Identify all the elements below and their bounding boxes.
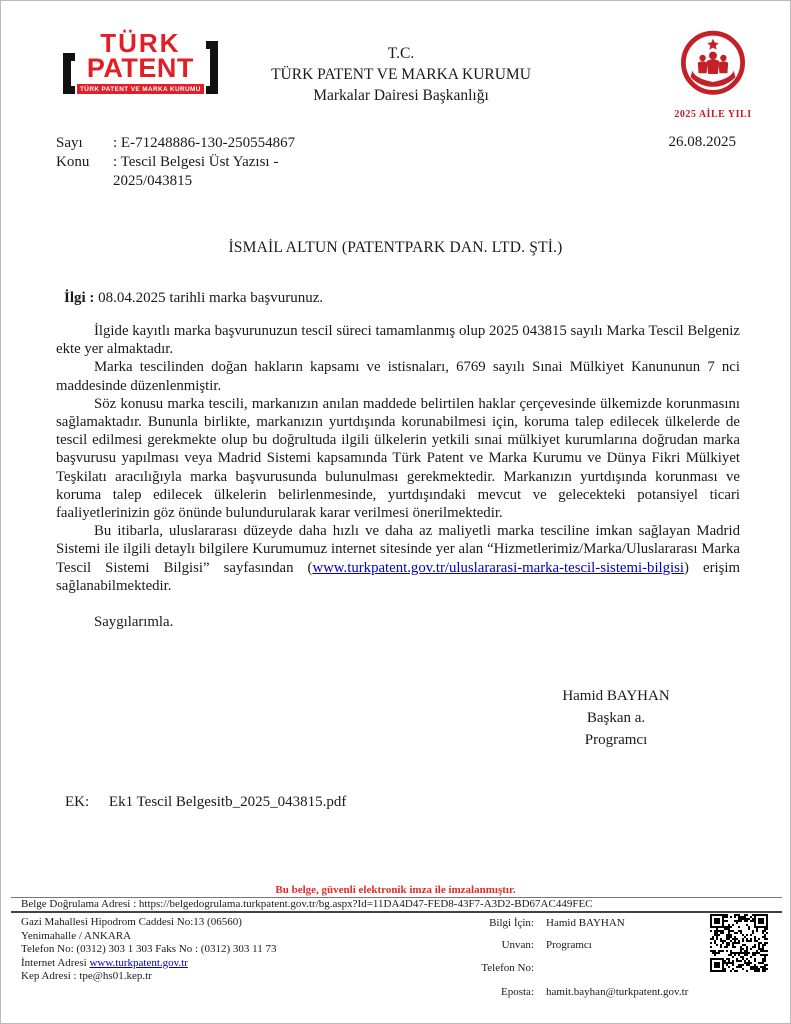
telefon-label: Telefon No:: [481, 962, 534, 974]
reference-text: 08.04.2025 tarihli marka başvurunuz.: [94, 290, 324, 306]
info-value: Hamid BAYHAN: [546, 917, 625, 929]
sayi-row: [56, 134, 295, 153]
turkpatent-website-link[interactable]: www.turkpatent.gov.tr: [89, 956, 188, 969]
logo-text: [75, 28, 206, 94]
unvan-value: Programcı: [546, 939, 592, 951]
paragraph-3: Söz konusu marka tescili, markanızın anılan maddede belirtilen haklar çerçevesinde ülkemizde korunmasını sağlamaktadır. Bununla birlikte, markanızın yurtdışında korunabilmesi için, koruma talep edilecek ülkelerde de tescil edilmesi gerekmekte olup bu doğrultuda ilgili ülkelerin yetkili sınai mülkiyet kurumlarına doğrudan marka başvurusu yapılması veya Madrid Sistemi kapsamında Türk Patent ve Marka Kurumu ve Dünya Fikri Mülkiyet Teşkilatı aracılığıyla marka başvurusunda bulunulması gerekmektedir. Markanızın yurtdışında korunması ve koruma talep edilecek ülkelerin belirlenmesinde, yurtdışındaki mevcut ve gelecekteki potansiyel ticari faaliyetlerinizin göz önünde bulundurularak karar verilmesi önerilmektedir.: [56, 395, 740, 522]
letter-body: [56, 322, 740, 631]
recipient-line: İSMAİL ALTUN (PATENTPARK DAN. LTD. ŞTİ.): [228, 239, 563, 256]
info-label: Bilgi İçin:: [489, 917, 534, 929]
paragraph-2: Marka tescilinden doğan hakların kapsamı ve istisnaları, 6769 sayılı Sınai Mülkiyet Kanununun 7 nci maddesinde düzenlenmiştir.: [56, 359, 740, 394]
reference-line: [64, 290, 323, 307]
footer-address-2: Yenimahalle / ANKARA: [21, 929, 132, 942]
logo-banner: TÜRK PATENT VE MARKA KURUMU: [77, 84, 204, 94]
madrid-system-link[interactable]: www.turkpatent.gov.tr/uluslararasi-marka-tescil-sistemi-bilgisi: [312, 559, 685, 576]
footer-internet-label: İnternet Adresi: [21, 956, 90, 969]
konu-row: [56, 153, 295, 172]
verification-line: Belge Doğrulama Adresi : https://belgedogrulama.turkpatent.gov.tr/bg.aspx?Id=11DA4D47-FED8-43F7-A3D2-BD67AC449FEC: [21, 898, 593, 910]
signer-name: Hamid BAYHAN: [562, 688, 670, 704]
reference-label: İlgi :: [64, 290, 95, 306]
paragraph-4: [56, 522, 740, 595]
letterhead-tc: T.C.: [387, 45, 415, 62]
esign-notice: Bu belge, güvenli elektronik imza ile imzalanmıştır.: [275, 884, 516, 896]
konu-value-line2: 2025/043815: [113, 173, 193, 189]
footer-internet-line: [21, 957, 276, 971]
logo-word-turk: TÜRK: [100, 28, 181, 58]
logo-word-patent: PATENT: [86, 53, 194, 83]
attachment-label: EK:: [65, 794, 90, 810]
footer-kep-line: Kep Adresi : tpe@hs01.kep.tr: [21, 970, 152, 982]
attachment-line: [65, 794, 346, 811]
footer-divider-thick: [11, 911, 782, 913]
eposta-value: hamit.bayhan@turkpatent.gov.tr: [546, 986, 689, 998]
signature-block: [516, 685, 716, 751]
paragraph-4-tail: ) erişim sağlanabilmektedir.: [56, 559, 740, 594]
closing-line: Saygılarımla.: [94, 614, 174, 631]
sayi-label: Sayı: [56, 135, 83, 151]
contact-email-row: [441, 986, 701, 998]
paragraph-4-text: Bu itibarla, uluslararası düzeyde daha hızlı ve daha az maliyetli marka tesciline imkan sağlayan Madrid Sistemi ile ilgili detaylı bilgilere Kurumumuz internet sitesinde yer alan “Hizmetlerimiz/Marka/Uluslararası Marka Tescil Sistemi Bilgisi” sayfasından (: [56, 523, 740, 576]
footer-address-block: [21, 916, 276, 984]
konu-label: Konu: [56, 154, 90, 170]
konu-value: : Tescil Belgesi Üst Yazısı -: [113, 154, 279, 170]
document-date: 26.08.2025: [668, 134, 736, 150]
attachment-filename: Ek1 Tescil Belgesitb_2025_043815.pdf: [108, 794, 347, 810]
emblem-caption: 2025 AİLE YILI: [674, 109, 752, 120]
letterhead-department: Markalar Dairesi Başkanlığı: [313, 87, 489, 104]
letterhead: [201, 43, 601, 106]
qr-code: [710, 914, 768, 972]
unvan-label: Unvan:: [501, 939, 534, 951]
footer-contact-block: [441, 917, 701, 1008]
contact-title-row: [441, 939, 701, 951]
turkpatent-logo: [63, 28, 218, 94]
signer-title-1: Başkan a.: [586, 710, 646, 726]
signer-title-2: Programcı: [584, 732, 648, 748]
eposta-label: Eposta:: [501, 986, 534, 998]
logo-left-bracket: [63, 53, 75, 94]
footer-phone-line: Telefon No: (0312) 303 1 303 Faks No : (0312) 303 11 73: [21, 943, 277, 955]
document-meta: [56, 134, 295, 191]
letterhead-institution: TÜRK PATENT VE MARKA KURUMU: [271, 66, 531, 83]
paragraph-1: İlgide kayıtlı marka başvurunuzun tescil süreci tamamlanmış olup 2025 043815 sayılı Marka Tescil Belgeniz ekte yer almaktadır.: [56, 323, 740, 358]
footer-address-1: Gazi Mahallesi Hipodrom Caddesi No:13 (06560): [21, 916, 242, 928]
family-year-icon: [673, 29, 753, 103]
aile-yili-emblem: [661, 29, 765, 120]
contact-phone-row: [441, 962, 701, 974]
contact-info-row: [441, 917, 701, 929]
sayi-value: : E-71248886-130-250554867: [113, 135, 296, 151]
